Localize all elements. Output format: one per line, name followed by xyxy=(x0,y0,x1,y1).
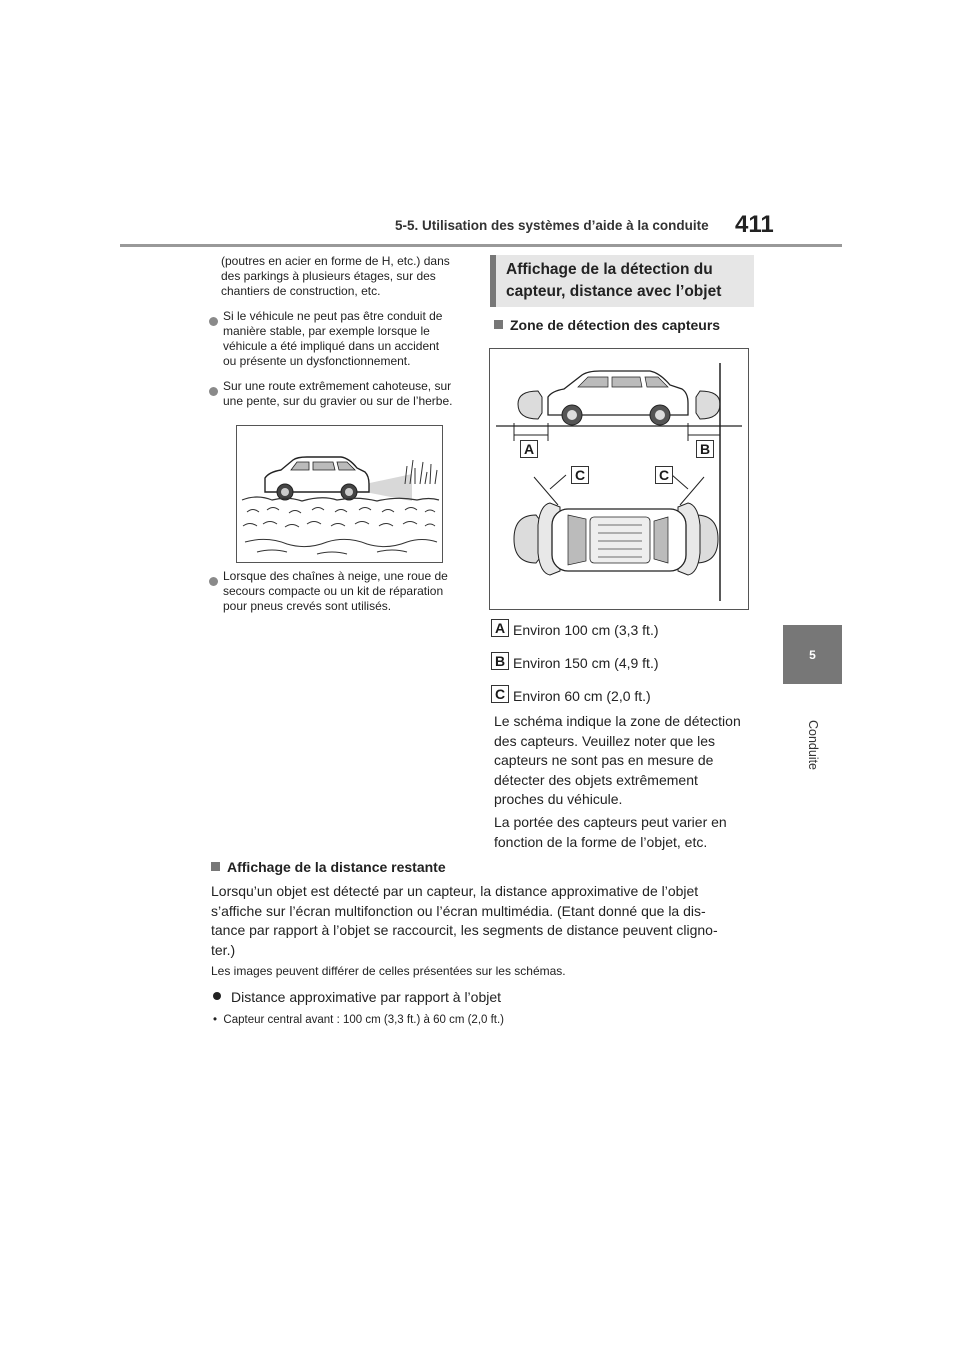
diagram-label-b: B xyxy=(696,440,714,458)
header-section-title: 5-5. Utilisation des systèmes d’aide à la conduite xyxy=(395,218,709,233)
bullet-unstable-vehicle: Si le véhicule ne peut pas être conduit de manière stable, par exemple lorsque le véhicule a été impliqué dans un accident ou présente un dysfonctionnement. xyxy=(223,309,443,368)
legend-text-c: Environ 60 cm (2,0 ft.) xyxy=(513,688,651,704)
diagram-label-c-left: C xyxy=(571,466,589,484)
page-number: 411 xyxy=(735,211,774,238)
intro-text: (poutres en acier en forme de H, etc.) dans des parkings à plusieurs étages, sur des chantiers de construction, etc. xyxy=(221,254,450,298)
bullet-icon xyxy=(209,573,218,591)
header-divider xyxy=(120,244,842,247)
sub-bullet-icon: • xyxy=(213,1014,224,1026)
legend-letter-a: A xyxy=(491,619,509,637)
sensor-range-paragraph: La portée des capteurs peut varier en fonction de la forme de l’objet, etc. xyxy=(494,814,727,850)
subheading-remaining-distance: Affichage de la distance restante xyxy=(211,859,446,875)
diagram-label-c-right: C xyxy=(655,466,673,484)
remaining-distance-paragraph: Lorsqu’un objet est détecté par un capteur, la distance approximative de l’objet s’affiche sur l’écran multifonction ou l’écran multimédia. (Etant donné que la dis- tance par rapport à l’objet se raccourcit, les segments de distance peuvent cligno- ter.) xyxy=(211,883,718,958)
legend-letter-c: C xyxy=(491,685,509,703)
bullet-snow-chains: Lorsque des chaînes à neige, une roue de secours compacte ou un kit de réparation pour pneus crevés sont utilisés. xyxy=(223,569,448,613)
legend-text-b: Environ 150 cm (4,9 ft.) xyxy=(513,655,659,671)
detection-zone-diagram xyxy=(489,348,749,610)
section-heading-sensor-display: Affichage de la détection du capteur, distance avec l’objet xyxy=(490,255,754,307)
detection-zone-paragraph: Le schéma indique la zone de détection des capteurs. Veuillez noter que les capteurs ne sont pas en mesure de détecter des objets extrêmement proches du véhicule. xyxy=(494,713,741,807)
images-note: Les images peuvent différer de celles présentées sur les schémas. xyxy=(211,964,566,978)
bullet-icon xyxy=(209,313,218,331)
subheading-detection-zone: Zone de détection des capteurs xyxy=(494,317,720,333)
square-bullet-icon xyxy=(211,862,220,871)
square-bullet-icon xyxy=(494,320,503,329)
chapter-tab: 5 xyxy=(783,625,842,684)
bullet-rough-road: Sur une route extrêmement cahoteuse, sur une pente, sur du gravier ou sur de l’herbe. xyxy=(223,379,453,408)
detection-zone-svg xyxy=(490,349,748,609)
chapter-label: Conduite xyxy=(806,719,820,771)
bullet-icon xyxy=(209,383,218,401)
front-sensor-item: • Capteur central avant : 100 cm (3,3 ft.) à 60 cm (2,0 ft.) xyxy=(213,1014,505,1026)
legend-text-a: Environ 100 cm (3,3 ft.) xyxy=(513,622,659,638)
legend-letter-b: B xyxy=(491,652,509,670)
bullet-dot-icon xyxy=(213,992,221,1000)
car-rough-road-svg xyxy=(237,426,442,562)
distance-bullet: Distance approximative par rapport à l’objet xyxy=(213,988,501,1008)
rough-road-illustration xyxy=(236,425,443,563)
diagram-label-a: A xyxy=(520,440,538,458)
